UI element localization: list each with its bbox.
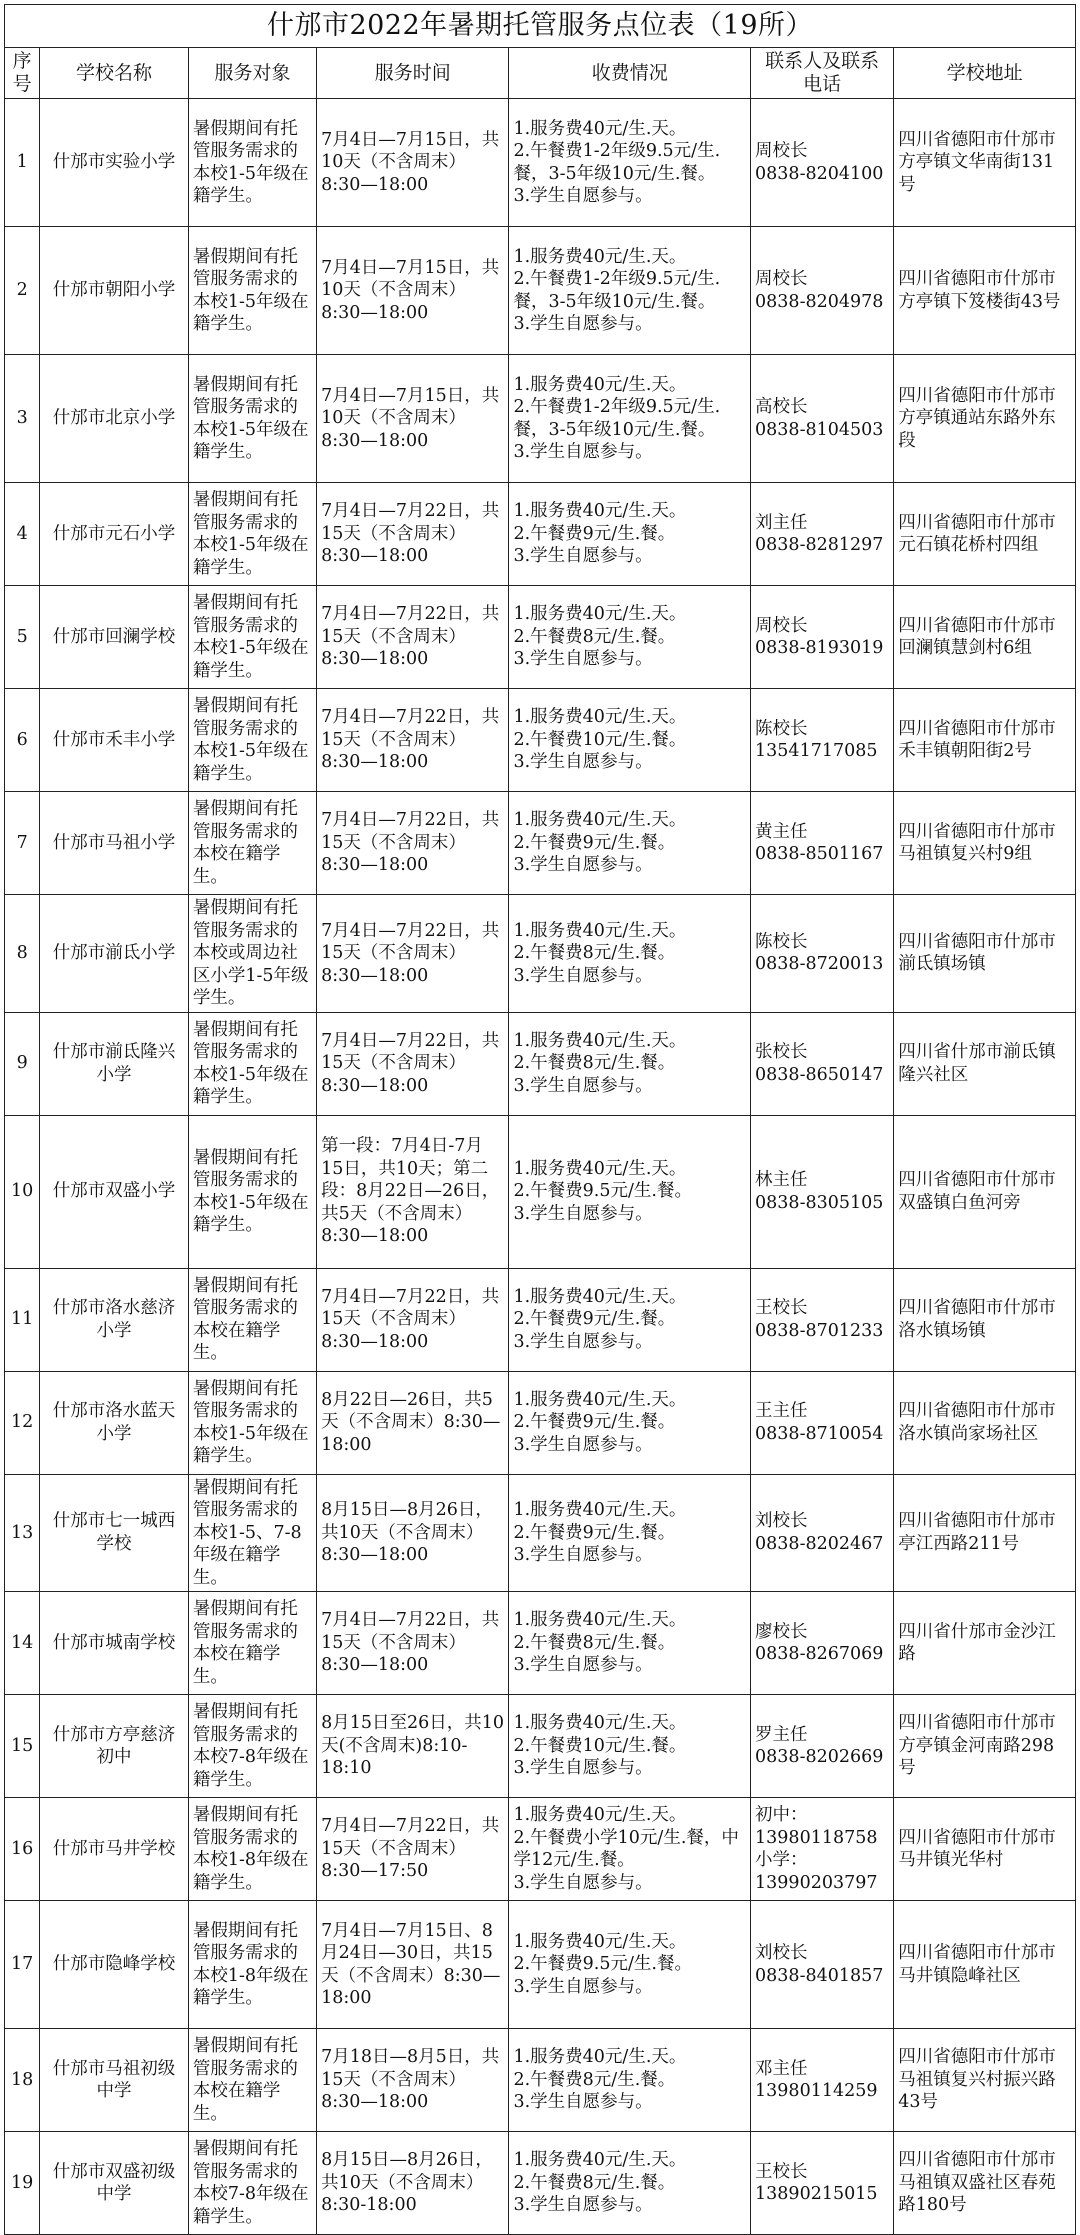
table-row <box>5 1798 1076 1901</box>
service-table <box>4 47 1076 2235</box>
contact-info: 刘校长 0838-8202467 <box>751 1474 894 1592</box>
contact-info: 初中： 13980118758 小学： 13990203797 <box>751 1798 894 1901</box>
header-address: 学校地址 <box>894 48 1076 99</box>
fee-info: 1.服务费40元/生.天。 2.午餐费1-2年级9.5元/生.餐，3-5年级10元/生.餐。 3.学生自愿参与。 <box>509 227 751 355</box>
table-row <box>5 227 1076 355</box>
contact-info: 王主任 0838-8710054 <box>751 1371 894 1474</box>
school-address: 四川省德阳市什邡市马井镇光华村 <box>894 1798 1076 1901</box>
school-name: 什邡市双盛小学 <box>40 1115 189 1268</box>
service-target: 暑假期间有托管服务需求的本校1-5年级在籍学生。 <box>188 1012 316 1115</box>
row-number: 19 <box>5 2132 40 2235</box>
fee-info: 1.服务费40元/生.天。 2.午餐费8元/生.餐。 3.学生自愿参与。 <box>509 2029 751 2132</box>
school-name: 什邡市回澜学校 <box>40 586 189 689</box>
row-number: 3 <box>5 355 40 483</box>
school-name: 什邡市北京小学 <box>40 355 189 483</box>
fee-info: 1.服务费40元/生.天。 2.午餐费9元/生.餐。 3.学生自愿参与。 <box>509 792 751 895</box>
contact-info: 邓主任 13980114259 <box>751 2029 894 2132</box>
service-target: 暑假期间有托管服务需求的本校7-8年级在籍学生。 <box>188 2132 316 2235</box>
table-row <box>5 586 1076 689</box>
service-time: 7月4日—7月22日，共15天（不含周末）8:30—17:50 <box>317 1798 509 1901</box>
service-target: 暑假期间有托管服务需求的本校1-5年级在籍学生。 <box>188 1371 316 1474</box>
fee-info: 1.服务费40元/生.天。 2.午餐费1-2年级9.5元/生.餐，3-5年级10元/生.餐。 3.学生自愿参与。 <box>509 99 751 227</box>
school-address: 四川省德阳市什邡市元石镇花桥村四组 <box>894 483 1076 586</box>
school-name: 什邡市方亭慈济初中 <box>40 1695 189 1798</box>
school-name: 什邡市洛水蓝天小学 <box>40 1371 189 1474</box>
school-address: 四川省什邡市金沙江路 <box>894 1592 1076 1695</box>
school-name: 什邡市马祖初级中学 <box>40 2029 189 2132</box>
service-target: 暑假期间有托管服务需求的本校在籍学生。 <box>188 2029 316 2132</box>
row-number: 14 <box>5 1592 40 1695</box>
school-name: 什邡市洛水慈济小学 <box>40 1268 189 1371</box>
contact-info: 刘校长 0838-8401857 <box>751 1901 894 2029</box>
service-time: 8月22日—26日，共5天（不含周末）8:30—18:00 <box>317 1371 509 1474</box>
table-row <box>5 1474 1076 1592</box>
school-address: 四川省德阳市什邡市方亭镇文华南街131号 <box>894 99 1076 227</box>
row-number: 2 <box>5 227 40 355</box>
school-name: 什邡市朝阳小学 <box>40 227 189 355</box>
school-address: 四川省德阳市什邡市洛水镇场镇 <box>894 1268 1076 1371</box>
header-time: 服务时间 <box>317 48 509 99</box>
school-address: 四川省德阳市什邡市禾丰镇朝阳街2号 <box>894 689 1076 792</box>
contact-info: 陈校长 13541717085 <box>751 689 894 792</box>
table-row <box>5 1115 1076 1268</box>
school-name: 什邡市隐峰学校 <box>40 1901 189 2029</box>
service-time: 7月4日—7月22日，共15天（不含周末）8:30—18:00 <box>317 895 509 1013</box>
fee-info: 1.服务费40元/生.天。 2.午餐费10元/生.餐。 3.学生自愿参与。 <box>509 689 751 792</box>
school-address: 四川省德阳市什邡市马井镇隐峰社区 <box>894 1901 1076 2029</box>
school-address: 四川省德阳市什邡市方亭镇通站东路外东段 <box>894 355 1076 483</box>
fee-info: 1.服务费40元/生.天。 2.午餐费8元/生.餐。 3.学生自愿参与。 <box>509 895 751 1013</box>
header-row <box>5 48 1076 99</box>
contact-info: 周校长 0838-8204100 <box>751 99 894 227</box>
school-address: 四川省德阳市什邡市湔氐镇场镇 <box>894 895 1076 1013</box>
fee-info: 1.服务费40元/生.天。 2.午餐费9元/生.餐。 3.学生自愿参与。 <box>509 1371 751 1474</box>
contact-info: 王校长 13890215015 <box>751 2132 894 2235</box>
contact-info: 罗主任 0838-8202669 <box>751 1695 894 1798</box>
service-target: 暑假期间有托管服务需求的本校1-5年级在籍学生。 <box>188 227 316 355</box>
school-address: 四川省德阳市什邡市亭江西路211号 <box>894 1474 1076 1592</box>
fee-info: 1.服务费40元/生.天。 2.午餐费1-2年级9.5元/生.餐，3-5年级10元/生.餐。 3.学生自愿参与。 <box>509 355 751 483</box>
service-target: 暑假期间有托管服务需求的本校1-8年级在籍学生。 <box>188 1901 316 2029</box>
school-address: 四川省什邡市湔氐镇隆兴社区 <box>894 1012 1076 1115</box>
table-row <box>5 1695 1076 1798</box>
fee-info: 1.服务费40元/生.天。 2.午餐费9元/生.餐。 3.学生自愿参与。 <box>509 483 751 586</box>
contact-info: 张校长 0838-8650147 <box>751 1012 894 1115</box>
service-time: 8月15日至26日，共10天(不含周末)8:10-18:10 <box>317 1695 509 1798</box>
row-number: 4 <box>5 483 40 586</box>
fee-info: 1.服务费40元/生.天。 2.午餐费小学10元/生.餐，中学12元/生.餐。 3.学生自愿参与。 <box>509 1798 751 1901</box>
school-name: 什邡市实验小学 <box>40 99 189 227</box>
fee-info: 1.服务费40元/生.天。 2.午餐费9.5元/生.餐。 3.学生自愿参与。 <box>509 1901 751 2029</box>
service-time: 7月4日—7月22日，共15天（不含周末）8:30—18:00 <box>317 689 509 792</box>
service-target: 暑假期间有托管服务需求的本校1-8年级在籍学生。 <box>188 1798 316 1901</box>
header-contact: 联系人及联系 电话 <box>751 48 894 99</box>
service-time: 7月4日—7月22日，共15天（不含周末）8:30—18:00 <box>317 483 509 586</box>
contact-info: 黄主任 0838-8501167 <box>751 792 894 895</box>
contact-info: 周校长 0838-8204978 <box>751 227 894 355</box>
contact-info: 陈校长 0838-8720013 <box>751 895 894 1013</box>
contact-info: 王校长 0838-8701233 <box>751 1268 894 1371</box>
service-target: 暑假期间有托管服务需求的本校1-5年级在籍学生。 <box>188 483 316 586</box>
service-time: 第一段：7月4日-7月15日，共10天；第二段：8月22日—26日，共5天（不含周末）8:30—18:00 <box>317 1115 509 1268</box>
fee-info: 1.服务费40元/生.天。 2.午餐费9元/生.餐。 3.学生自愿参与。 <box>509 1474 751 1592</box>
header-school: 学校名称 <box>40 48 189 99</box>
table-row <box>5 2029 1076 2132</box>
school-name: 什邡市湔氐小学 <box>40 895 189 1013</box>
table-row <box>5 689 1076 792</box>
table-row <box>5 99 1076 227</box>
school-address: 四川省德阳市什邡市回澜镇慧剑村6组 <box>894 586 1076 689</box>
row-number: 17 <box>5 1901 40 2029</box>
fee-info: 1.服务费40元/生.天。 2.午餐费8元/生.餐。 3.学生自愿参与。 <box>509 2132 751 2235</box>
service-target: 暑假期间有托管服务需求的本校在籍学生。 <box>188 792 316 895</box>
table-row <box>5 483 1076 586</box>
service-time: 8月15日—8月26日，共10天（不含周末）8:30—18:00 <box>317 1474 509 1592</box>
table-row <box>5 792 1076 895</box>
school-name: 什邡市禾丰小学 <box>40 689 189 792</box>
school-address: 四川省德阳市什邡市双盛镇白鱼河旁 <box>894 1115 1076 1268</box>
school-address: 四川省德阳市什邡市马祖镇复兴村9组 <box>894 792 1076 895</box>
service-time: 7月18日—8月5日，共15天（不含周末）8:30—18:00 <box>317 2029 509 2132</box>
row-number: 9 <box>5 1012 40 1115</box>
school-address: 四川省德阳市什邡市马祖镇双盛社区春苑路180号 <box>894 2132 1076 2235</box>
contact-info: 高校长 0838-8104503 <box>751 355 894 483</box>
school-name: 什邡市双盛初级中学 <box>40 2132 189 2235</box>
school-address: 四川省德阳市什邡市洛水镇尚家场社区 <box>894 1371 1076 1474</box>
table-row <box>5 1012 1076 1115</box>
school-name: 什邡市城南学校 <box>40 1592 189 1695</box>
service-time: 7月4日—7月15日，共10天（不含周末）8:30—18:00 <box>317 99 509 227</box>
service-time: 7月4日—7月15日，共10天（不含周末）8:30—18:00 <box>317 355 509 483</box>
table-row <box>5 1371 1076 1474</box>
row-number: 5 <box>5 586 40 689</box>
service-target: 暑假期间有托管服务需求的本校1-5年级在籍学生。 <box>188 355 316 483</box>
school-address: 四川省德阳市什邡市方亭镇下笈楼街43号 <box>894 227 1076 355</box>
school-name: 什邡市马祖小学 <box>40 792 189 895</box>
contact-info: 廖校长 0838-8267069 <box>751 1592 894 1695</box>
school-name: 什邡市元石小学 <box>40 483 189 586</box>
service-target: 暑假期间有托管服务需求的本校在籍学生。 <box>188 1268 316 1371</box>
row-number: 12 <box>5 1371 40 1474</box>
service-target: 暑假期间有托管服务需求的本校或周边社区小学1-5年级学生。 <box>188 895 316 1013</box>
row-number: 16 <box>5 1798 40 1901</box>
table-row <box>5 1268 1076 1371</box>
service-time: 7月4日—7月22日，共15天（不含周末）8:30—18:00 <box>317 586 509 689</box>
row-number: 13 <box>5 1474 40 1592</box>
contact-info: 林主任 0838-8305105 <box>751 1115 894 1268</box>
row-number: 7 <box>5 792 40 895</box>
service-target: 暑假期间有托管服务需求的本校1-5年级在籍学生。 <box>188 99 316 227</box>
table-row <box>5 1901 1076 2029</box>
service-time: 7月4日—7月22日，共15天（不含周末）8:30—18:00 <box>317 792 509 895</box>
service-time: 8月15日—8月26日，共10天（不含周末）8:30-18:00 <box>317 2132 509 2235</box>
contact-info: 周校长 0838-8193019 <box>751 586 894 689</box>
table-title: 什邡市2022年暑期托管服务点位表（19所） <box>4 4 1076 47</box>
document-page <box>4 4 1076 2235</box>
fee-info: 1.服务费40元/生.天。 2.午餐费8元/生.餐。 3.学生自愿参与。 <box>509 1012 751 1115</box>
fee-info: 1.服务费40元/生.天。 2.午餐费10元/生.餐。 3.学生自愿参与。 <box>509 1695 751 1798</box>
fee-info: 1.服务费40元/生.天。 2.午餐费9.5元/生.餐。 3.学生自愿参与。 <box>509 1115 751 1268</box>
fee-info: 1.服务费40元/生.天。 2.午餐费8元/生.餐。 3.学生自愿参与。 <box>509 586 751 689</box>
fee-info: 1.服务费40元/生.天。 2.午餐费9元/生.餐。 3.学生自愿参与。 <box>509 1268 751 1371</box>
table-row <box>5 355 1076 483</box>
header-no: 序 号 <box>5 48 40 99</box>
row-number: 18 <box>5 2029 40 2132</box>
header-target: 服务对象 <box>188 48 316 99</box>
row-number: 15 <box>5 1695 40 1798</box>
contact-info: 刘主任 0838-8281297 <box>751 483 894 586</box>
table-body <box>5 99 1076 2235</box>
service-time: 7月4日—7月15日、8月24日—30日，共15天（不含周末）8:30—18:00 <box>317 1901 509 2029</box>
school-address: 四川省德阳市什邡市马祖镇复兴村振兴路43号 <box>894 2029 1076 2132</box>
service-target: 暑假期间有托管服务需求的本校1-5年级在籍学生。 <box>188 586 316 689</box>
school-name: 什邡市七一城西学校 <box>40 1474 189 1592</box>
row-number: 8 <box>5 895 40 1013</box>
school-address: 四川省德阳市什邡市方亭镇金河南路298号 <box>894 1695 1076 1798</box>
service-time: 7月4日—7月22日，共15天（不含周末）8:30—18:00 <box>317 1268 509 1371</box>
row-number: 11 <box>5 1268 40 1371</box>
header-fee: 收费情况 <box>509 48 751 99</box>
table-row <box>5 1592 1076 1695</box>
service-time: 7月4日—7月22日，共15天（不含周末）8:30—18:00 <box>317 1592 509 1695</box>
service-target: 暑假期间有托管服务需求的本校7-8年级在籍学生。 <box>188 1695 316 1798</box>
school-name: 什邡市湔氐隆兴小学 <box>40 1012 189 1115</box>
service-target: 暑假期间有托管服务需求的本校1-5年级在籍学生。 <box>188 1115 316 1268</box>
table-row <box>5 895 1076 1013</box>
row-number: 10 <box>5 1115 40 1268</box>
service-time: 7月4日—7月22日，共15天（不含周末）8:30—18:00 <box>317 1012 509 1115</box>
service-target: 暑假期间有托管服务需求的本校1-5年级在籍学生。 <box>188 689 316 792</box>
service-target: 暑假期间有托管服务需求的本校1-5、7-8年级在籍学生。 <box>188 1474 316 1592</box>
row-number: 1 <box>5 99 40 227</box>
table-row <box>5 2132 1076 2235</box>
service-time: 7月4日—7月15日，共10天（不含周末）8:30—18:00 <box>317 227 509 355</box>
row-number: 6 <box>5 689 40 792</box>
school-name: 什邡市马井学校 <box>40 1798 189 1901</box>
service-target: 暑假期间有托管服务需求的本校在籍学生。 <box>188 1592 316 1695</box>
fee-info: 1.服务费40元/生.天。 2.午餐费8元/生.餐。 3.学生自愿参与。 <box>509 1592 751 1695</box>
